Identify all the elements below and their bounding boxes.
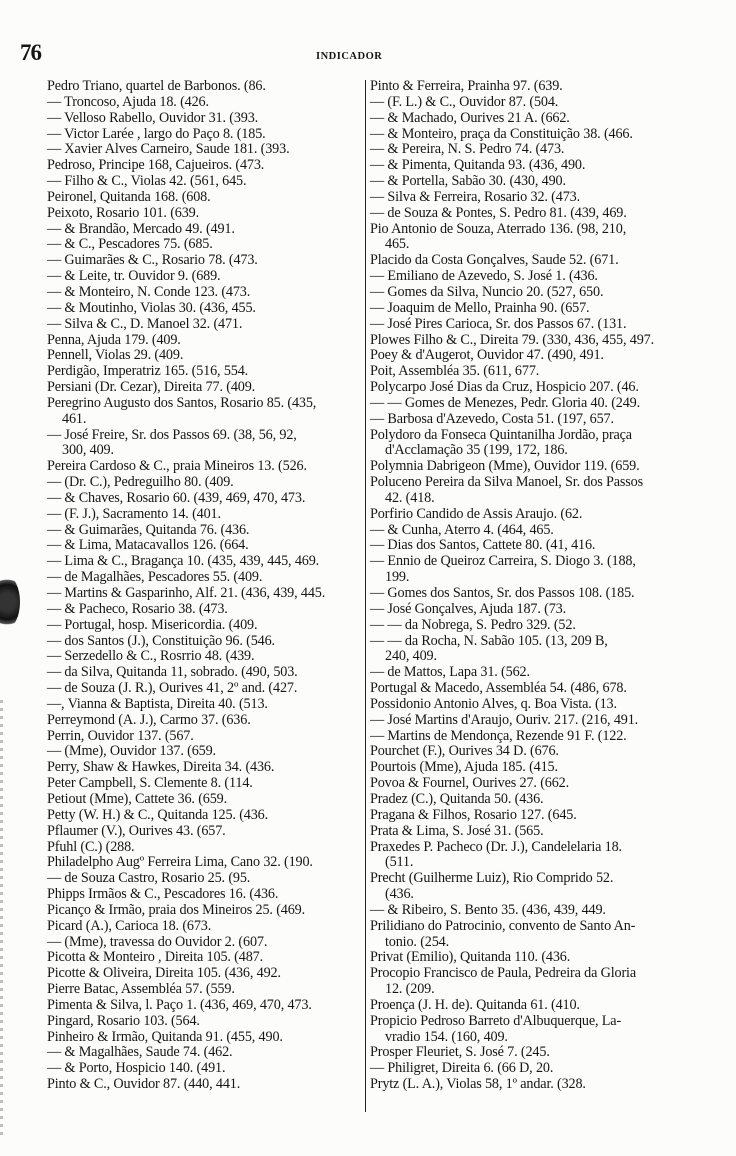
directory-entry: Pio Antonio de Souza, Aterrado 136. (98, 210, [370, 220, 627, 237]
directory-entry: Polydoro da Fonseca Quintanilha Jordão, praça [370, 426, 632, 443]
directory-entry: — — da Rocha, N. Sabão 105. (13, 209 B, [370, 632, 608, 649]
directory-entry: Picotte & Oliveira, Direita 105. (436, 492. [47, 965, 281, 982]
directory-entry: — de Magalhães, Pescadores 55. (409. [47, 569, 263, 586]
directory-entry: — de Souza Castro, Rosario 25. (95. [47, 870, 251, 887]
directory-entry: — & Ribeiro, S. Bento 35. (436, 439, 449. [370, 901, 606, 918]
directory-entry: Poey & d'Augerot, Ouvidor 47. (490, 491. [370, 347, 604, 364]
directory-entry: Picard (A.), Carioca 18. (673. [47, 917, 212, 934]
directory-entry: — — Gomes de Menezes, Pedr. Gloria 40. (249. [370, 394, 641, 411]
directory-entry: Plowes Filho & C., Direita 79. (330, 436, 455, 497. [370, 331, 654, 348]
directory-entry: — Serzedello & C., Rosrrio 48. (439. [47, 648, 255, 665]
directory-entry: — Guimarães & C., Rosario 78. (473. [47, 252, 258, 269]
directory-entry: — Martins de Mendonça, Rezende 91 F. (122. [370, 727, 627, 744]
directory-entry: — — da Nobrega, S. Pedro 329. (52. [370, 616, 576, 633]
directory-entry: Porfirio Candido de Assis Araujo. (62. [370, 505, 583, 522]
directory-entry: — Philigret, Direita 6. (66 D, 20. [370, 1060, 554, 1077]
left-column [47, 79, 365, 1093]
directory-entry: Pierre Batac, Assembléa 57. (559. [47, 981, 235, 998]
directory-entry: — Silva & Ferreira, Rosario 32. (473. [370, 188, 580, 205]
directory-entry: — José Freire, Sr. dos Passos 69. (38, 56, 92, [47, 426, 297, 443]
directory-entry: — Troncoso, Ajuda 18. (426. [47, 93, 209, 110]
directory-entry: Phipps Irmãos & C., Pescadores 16. (436. [47, 886, 279, 903]
directory-entry: — & Guimarães, Quitanda 76. (436. [47, 521, 250, 538]
directory-entry: — & C., Pescadores 75. (685. [47, 236, 213, 253]
directory-entry: Placido da Costa Gonçalves, Saude 52. (671. [370, 252, 619, 269]
directory-entry: — Martins & Gasparinho, Alf. 21. (436, 439, 445. [47, 585, 326, 601]
directory-entry: — Barbosa d'Azevedo, Costa 51. (197, 657. [370, 410, 614, 427]
directory-entry: — & Pacheco, Rosario 38. (473. [47, 600, 228, 617]
directory-entry: — Victor Larée , largo do Paço 8. (185. [47, 125, 266, 142]
directory-entry: — José Pires Carioca, Sr. dos Passos 67. (131. [370, 315, 627, 332]
directory-entry: — José Gonçalves, Ajuda 187. (73. [370, 600, 567, 617]
directory-entry: Pradez (C.), Quitanda 50. (436. [370, 790, 544, 807]
directory-entry: — & Leite, tr. Ouvidor 9. (689. [47, 268, 221, 285]
directory-entry: Pingard, Rosario 103. (564. [47, 1012, 200, 1029]
directory-entry: Perry, Shaw & Hawkes, Direita 34. (436. [47, 759, 275, 776]
directory-entry: — & Porto, Hospicio 140. (491. [47, 1060, 226, 1077]
directory-entry: — & Moutinho, Violas 30. (436, 455. [47, 299, 256, 316]
directory-entry: — (Mme), Ouvidor 137. (659. [47, 743, 216, 760]
directory-entry: — Filho & C., Violas 42. (561, 645. [47, 173, 247, 190]
directory-entry: Pedroso, Principe 168, Cajueiros. (473. [47, 157, 265, 174]
directory-entry: — Emiliano de Azevedo, S. José 1. (436. [370, 268, 598, 285]
directory-entry: Privat (Emilio), Quitanda 110. (436. [370, 949, 571, 966]
directory-entry: — Silva & C., D. Manoel 32. (471. [47, 315, 243, 332]
directory-entry: Philadelpho Augº Ferreira Lima, Cano 32. (190. [47, 854, 313, 871]
directory-entry: — & Cunha, Aterro 4. (464, 465. [370, 521, 554, 538]
directory-entry-continuation: (436. [385, 886, 414, 903]
directory-entry: — & Pereira, N. S. Pedro 74. (473. [370, 141, 565, 158]
directory-entry: — Xavier Alves Carneiro, Saude 181. (393. [47, 141, 290, 158]
directory-entry-continuation: 461. [62, 410, 87, 427]
running-head: INDICADOR [316, 51, 383, 62]
directory-entry-continuation: 12. (209. [385, 981, 435, 998]
directory-entry: — (Dr. C.), Pedreguilho 80. (409. [47, 474, 234, 491]
directory-entry: — & Chaves, Rosario 60. (439, 469, 470, 473. [47, 489, 306, 506]
page-number: 76 [20, 40, 41, 65]
directory-entry: — Lima & C., Bragança 10. (435, 439, 445, 469. [47, 553, 320, 570]
directory-entry: — Gomes dos Santos, Sr. dos Passos 108. (185. [370, 585, 635, 601]
directory-entry: Persiani (Dr. Cezar), Direita 77. (409. [47, 379, 256, 396]
directory-entry: Picotta & Monteiro , Direita 105. (487. [47, 949, 263, 966]
directory-entry: — & Magalhães, Saude 74. (462. [47, 1044, 233, 1061]
directory-entry: Pflaumer (V.), Ourives 43. (657. [47, 822, 226, 839]
directory-entry: — Joaquim de Mello, Prainha 90. (657. [370, 299, 590, 316]
directory-entry-continuation: 42. (418. [385, 489, 435, 506]
directory-entry: Peixoto, Rosario 101. (639. [47, 204, 200, 221]
binding-edge [0, 700, 3, 1140]
directory-entry-continuation: 300, 409. [62, 442, 114, 459]
directory-entry: Portugal & Macedo, Assembléa 54. (486, 678. [370, 680, 627, 697]
directory-entry: Picanço & Irmão, praia dos Mineiros 25. (469. [47, 901, 306, 918]
directory-entry-continuation: tonio. (254. [385, 933, 450, 950]
directory-entry: Pragana & Filhos, Rosario 127. (645. [370, 806, 577, 823]
directory-entry: — de Souza & Pontes, S. Pedro 81. (439, 469. [370, 204, 627, 221]
directory-entry: — & Portella, Sabão 30. (430, 490. [370, 173, 566, 190]
directory-entry: —, Vianna & Baptista, Direita 40. (513. [47, 695, 268, 712]
directory-entry-continuation: 465. [385, 236, 410, 253]
directory-entry: — Ennio de Queiroz Carreira, S. Diogo 3. (188, [370, 553, 636, 570]
directory-entry: — & Pimenta, Quitanda 93. (436, 490. [370, 157, 586, 174]
directory-entry: Precht (Guilherme Luiz), Rio Comprido 52. [370, 870, 614, 887]
directory-entry: Pinto & Ferreira, Prainha 97. (639. [370, 78, 563, 94]
library-stamp [0, 576, 20, 628]
directory-entry-continuation: d'Acclamação 35 (199, 172, 186. [385, 442, 568, 459]
directory-entry: — & Machado, Ourives 21 A. (662. [370, 109, 570, 126]
directory-entry: — & Monteiro, praça da Constituição 38. (466. [370, 125, 633, 142]
directory-entry-continuation: vradio 154. (160, 409. [385, 1028, 508, 1045]
directory-entry: Procopio Francisco de Paula, Pedreira da Gloria [370, 965, 636, 982]
directory-entry: — & Lima, Matacavallos 126. (664. [47, 537, 249, 554]
directory-entry: — dos Santos (J.), Constituição 96. (546. [47, 632, 275, 649]
directory-entry: — de Mattos, Lapa 31. (562. [370, 664, 530, 681]
directory-entry: Pimenta & Silva, l. Paço 1. (436, 469, 470, 473. [47, 996, 312, 1013]
directory-entry: Pinto & C., Ouvidor 87. (440, 441. [47, 1076, 241, 1093]
directory-entry: Pourtois (Mme), Ajuda 185. (415. [370, 759, 558, 776]
directory-entry: — da Silva, Quitanda 11, sobrado. (490, 503. [47, 664, 298, 681]
directory-entry: Poluceno Pereira da Silva Manoel, Sr. dos Passos [370, 474, 643, 491]
directory-entry: Prytz (L. A.), Violas 58, 1º andar. (328. [370, 1076, 586, 1093]
directory-entry: — de Souza (J. R.), Ourives 41, 2º and. (427. [47, 680, 298, 697]
directory-entry: — Dias dos Santos, Cattete 80. (41, 416. [370, 537, 596, 554]
directory-entry: Perrin, Ouvidor 137. (567. [47, 727, 194, 744]
directory-entry-continuation: 240, 409. [385, 648, 437, 665]
directory-entry: Penna, Ajuda 179. (409. [47, 331, 181, 348]
directory-entry: Pourchet (F.), Ourives 34 D. (676. [370, 743, 559, 760]
directory-entry: — Gomes da Silva, Nuncio 20. (527, 650. [370, 283, 604, 300]
directory-entry: Possidonio Antonio Alves, q. Boa Vista. (13. [370, 695, 617, 712]
directory-entry-continuation: 199. [385, 569, 410, 586]
directory-entry: Pfuhl (C.) (288. [47, 838, 135, 855]
directory-entry: — (F. L.) & C., Ouvidor 87. (504. [370, 93, 559, 110]
directory-entry: Polymnia Dabrigeon (Mme), Ouvidor 119. (659. [370, 458, 640, 475]
directory-entry: Prata & Lima, S. José 31. (565. [370, 822, 544, 839]
directory-entry: — Portugal, hosp. Misericordia. (409. [47, 616, 258, 633]
directory-entry: — José Martins d'Araujo, Ouriv. 217. (216, 491. [370, 711, 639, 728]
directory-entry: — Velloso Rabello, Ouvidor 31. (393. [47, 109, 259, 126]
right-column [370, 79, 700, 1093]
column-divider [365, 80, 366, 1112]
directory-entry: Prosper Fleuriet, S. José 7. (245. [370, 1044, 550, 1061]
directory-entry: Petty (W. H.) & C., Quitanda 125. (436. [47, 806, 268, 823]
directory-entry: Pennell, Violas 29. (409. [47, 347, 184, 364]
directory-entry: Peregrino Augusto dos Santos, Rosario 85. (435, [47, 394, 317, 411]
directory-entry: Peironel, Quitanda 168. (608. [47, 188, 211, 205]
directory-entry: Polycarpo José Dias da Cruz, Hospicio 207. (46. [370, 379, 639, 396]
directory-entry: — & Monteiro, N. Conde 123. (473. [47, 283, 251, 300]
directory-entry: Prilidiano do Patrocinio, convento de Santo An- [370, 917, 636, 934]
directory-entry: Pinheiro & Irmão, Quitanda 91. (455, 490. [47, 1028, 283, 1045]
directory-entry: Povoa & Fournel, Ourives 27. (662. [370, 775, 570, 792]
directory-entry: Proença (J. H. de). Quitanda 61. (410. [370, 996, 580, 1013]
directory-entry: Praxedes P. Pacheco (Dr. J.), Candelelaria 18. [370, 838, 622, 855]
directory-entry: — & Brandão, Mercado 49. (491. [47, 220, 235, 237]
directory-entry: Peter Campbell, S. Clemente 8. (114. [47, 775, 253, 792]
directory-entry: — (Mme), travessa do Ouvidor 2. (607. [47, 933, 268, 950]
directory-entry: Petiout (Mme), Cattete 36. (659. [47, 790, 227, 807]
directory-entry: Pereira Cardoso & C., praia Mineiros 13. (526. [47, 458, 307, 475]
directory-entry: Pedro Triano, quartel de Barbonos. (86. [47, 78, 266, 94]
directory-entry: Propicio Pedroso Barreto d'Albuquerque, La- [370, 1012, 622, 1029]
directory-entry: Perreymond (A. J.), Carmo 37. (636. [47, 711, 251, 728]
directory-entry: Poit, Assembléa 35. (611, 677. [370, 363, 540, 380]
directory-entry: Perdigão, Imperatriz 165. (516, 554. [47, 363, 249, 380]
directory-entry: — (F. J.), Sacramento 14. (401. [47, 505, 221, 522]
directory-entry-continuation: (511. [385, 854, 414, 871]
